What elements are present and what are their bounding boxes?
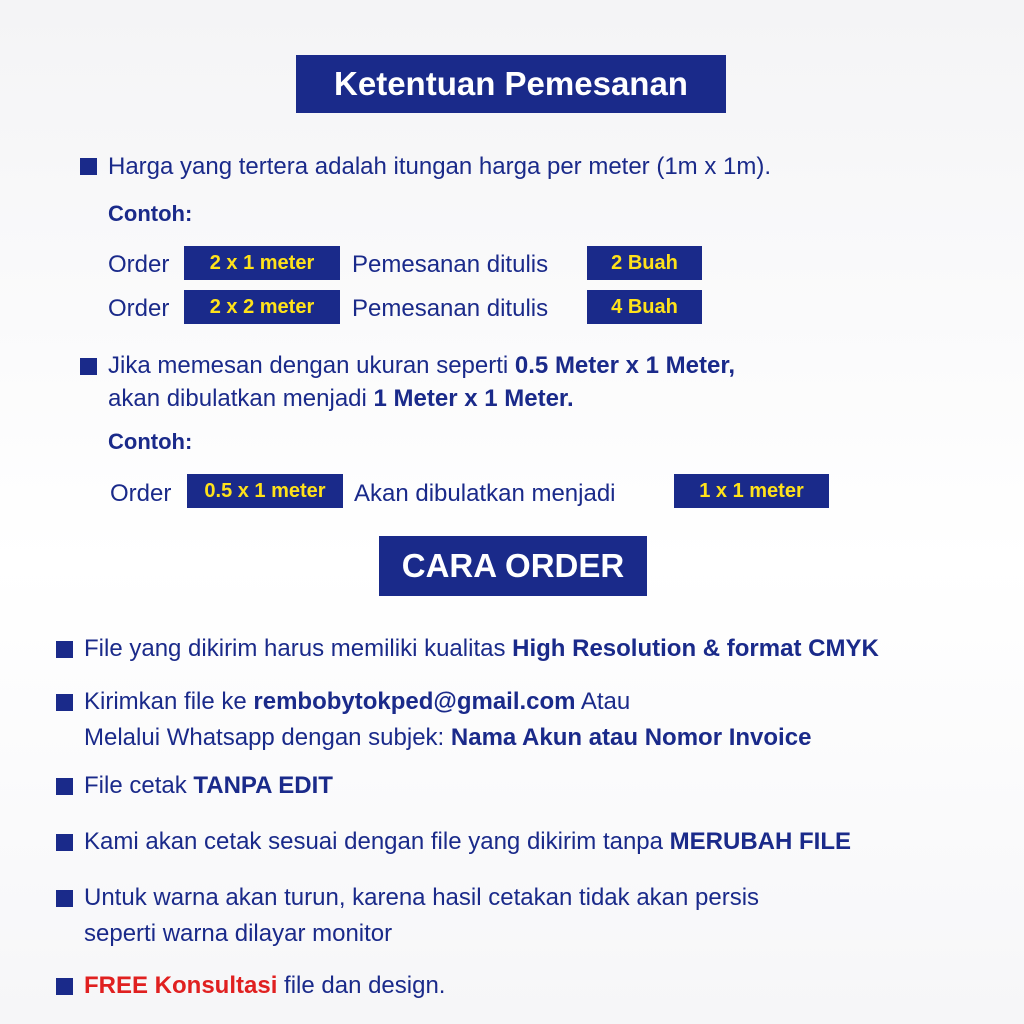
- order-label: Order: [108, 251, 170, 278]
- ketentuan-bullet-2-line-2: akan dibulatkan menjadi 1 Meter x 1 Meter.: [108, 385, 574, 412]
- cara-order-item-5: Untuk warna akan turun, karena hasil cetakan tidak akan persis: [84, 884, 760, 911]
- size-tag: 2 x 1 meter: [184, 246, 340, 280]
- cara-order-title: CARA ORDER: [379, 536, 647, 596]
- order-label: Order: [108, 295, 170, 322]
- bullet-square-icon: [56, 694, 73, 711]
- result-tag: 4 Buah: [587, 290, 702, 324]
- result-tag: 1 x 1 meter: [674, 474, 829, 508]
- cara-order-item-4: Kami akan cetak sesuai dengan file yang dikirim tanpa MERUBAH FILE: [84, 828, 851, 855]
- written-label: Pemesanan ditulis: [352, 251, 549, 278]
- ketentuan-title: Ketentuan Pemesanan: [296, 55, 726, 113]
- bullet-square-icon: [80, 158, 97, 175]
- bullet-square-icon: [56, 778, 73, 795]
- cara-order-item-1: File yang dikirim harus memiliki kualitas High Resolution & format CMYK: [84, 635, 879, 662]
- cara-order-item-6: FREE Konsultasi file dan design.: [84, 972, 446, 999]
- round-label: Akan dibulatkan menjadi: [354, 480, 616, 507]
- bullet-square-icon: [80, 358, 97, 375]
- bullet-square-icon: [56, 834, 73, 851]
- cara-order-item-5-line-2: seperti warna dilayar monitor: [84, 920, 393, 947]
- result-tag: 2 Buah: [587, 246, 702, 280]
- cara-order-item-3: File cetak TANPA EDIT: [84, 772, 333, 799]
- bullet-square-icon: [56, 978, 73, 995]
- written-label: Pemesanan ditulis: [352, 295, 549, 322]
- size-tag: 0.5 x 1 meter: [187, 474, 343, 508]
- ketentuan-bullet-2: Jika memesan dengan ukuran seperti 0.5 Meter x 1 Meter,: [108, 352, 736, 379]
- cara-order-item-2: Kirimkan file ke rembobytokped@gmail.com Atau: [84, 688, 631, 715]
- order-label: Order: [110, 480, 172, 507]
- contoh-label: Contoh:: [108, 429, 193, 454]
- ketentuan-bullet-1: Harga yang tertera adalah itungan harga per meter (1m x 1m).: [108, 153, 772, 180]
- bullet-square-icon: [56, 890, 73, 907]
- contoh-label: Contoh:: [108, 201, 193, 226]
- cara-order-item-2-line-2: Melalui Whatsapp dengan subjek: Nama Akun atau Nomor Invoice: [84, 724, 812, 751]
- bullet-square-icon: [56, 641, 73, 658]
- size-tag: 2 x 2 meter: [184, 290, 340, 324]
